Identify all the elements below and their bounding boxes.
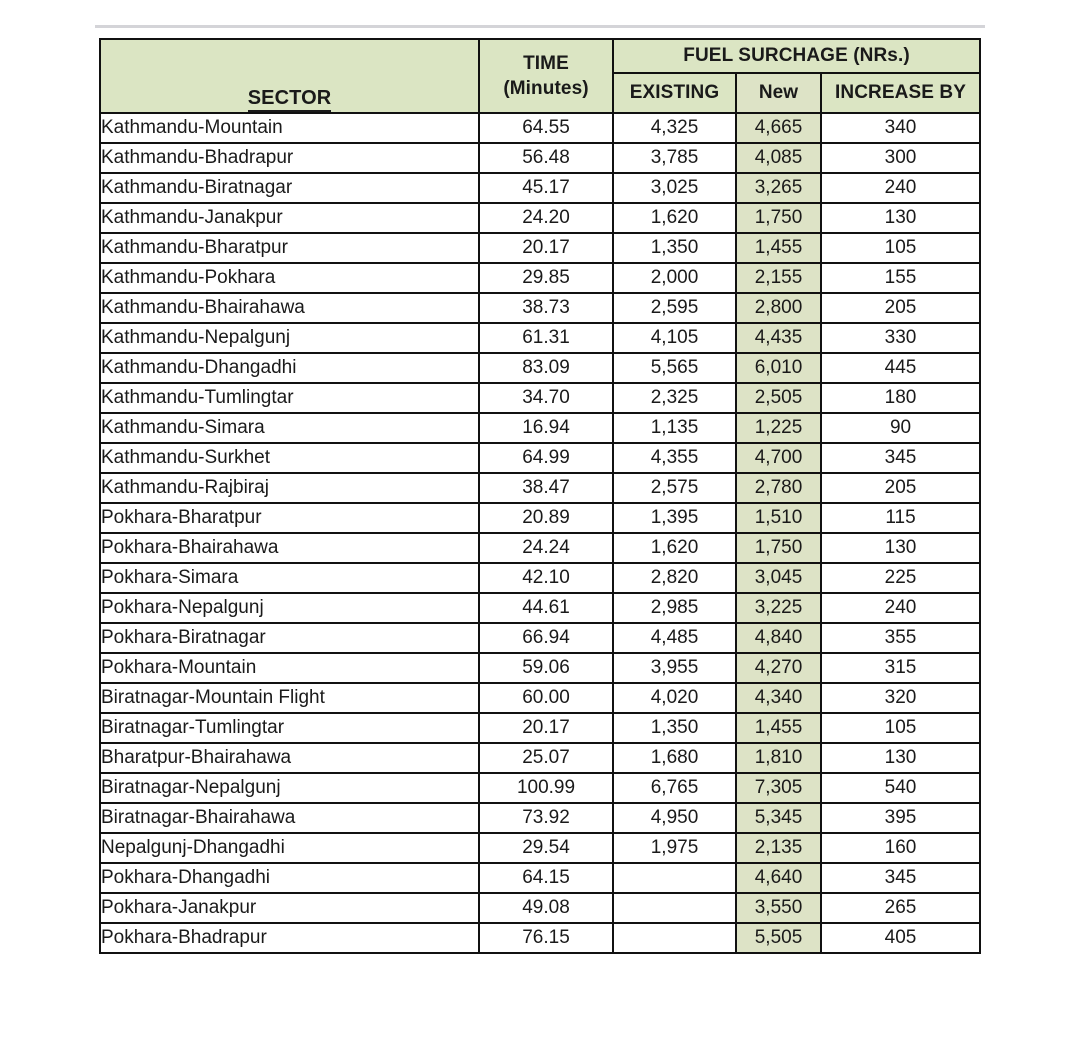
cell-existing [613, 893, 736, 923]
cell-new: 2,135 [736, 833, 821, 863]
cell-new: 4,665 [736, 113, 821, 143]
cell-time: 29.54 [479, 833, 613, 863]
column-header-sector [100, 39, 479, 113]
column-header-time [479, 39, 613, 113]
cell-existing: 2,325 [613, 383, 736, 413]
table-row [100, 353, 980, 383]
cell-increase-by: 160 [821, 833, 980, 863]
cell-increase-by: 240 [821, 593, 980, 623]
cell-new: 1,455 [736, 233, 821, 263]
cell-increase-by: 330 [821, 323, 980, 353]
cell-time: 24.20 [479, 203, 613, 233]
table-row [100, 923, 980, 953]
cell-increase-by: 340 [821, 113, 980, 143]
cell-existing: 3,025 [613, 173, 736, 203]
table-row [100, 623, 980, 653]
cell-existing: 4,105 [613, 323, 736, 353]
cell-new: 1,810 [736, 743, 821, 773]
cell-new: 1,510 [736, 503, 821, 533]
cell-time: 59.06 [479, 653, 613, 683]
cell-time: 20.17 [479, 233, 613, 263]
cell-sector: Kathmandu-Bhairahawa [100, 293, 479, 323]
cell-new: 2,155 [736, 263, 821, 293]
column-header-sector-label: SECTOR [248, 88, 332, 112]
column-header-time-line1: TIME [523, 52, 569, 74]
cell-new: 2,505 [736, 383, 821, 413]
cell-existing [613, 923, 736, 953]
cell-increase-by: 115 [821, 503, 980, 533]
cell-existing: 3,955 [613, 653, 736, 683]
cell-existing: 5,565 [613, 353, 736, 383]
cell-sector: Kathmandu-Tumlingtar [100, 383, 479, 413]
table-row [100, 113, 980, 143]
cell-sector: Kathmandu-Simara [100, 413, 479, 443]
cell-increase-by: 130 [821, 533, 980, 563]
cell-time: 49.08 [479, 893, 613, 923]
cell-increase-by: 445 [821, 353, 980, 383]
cell-new: 7,305 [736, 773, 821, 803]
table-body [100, 113, 980, 953]
cell-existing: 2,820 [613, 563, 736, 593]
table-row [100, 713, 980, 743]
cell-sector: Kathmandu-Mountain [100, 113, 479, 143]
cell-new: 4,700 [736, 443, 821, 473]
cell-new: 4,435 [736, 323, 821, 353]
table-row [100, 443, 980, 473]
cell-new: 2,780 [736, 473, 821, 503]
top-divider-rule [95, 25, 985, 28]
column-header-increase-by: INCREASE BY [821, 73, 980, 113]
table-row [100, 563, 980, 593]
cell-new: 1,455 [736, 713, 821, 743]
cell-existing: 1,680 [613, 743, 736, 773]
cell-sector: Pokhara-Mountain [100, 653, 479, 683]
cell-new: 4,640 [736, 863, 821, 893]
cell-sector: Kathmandu-Bharatpur [100, 233, 479, 263]
cell-time: 34.70 [479, 383, 613, 413]
cell-existing: 2,985 [613, 593, 736, 623]
cell-existing: 1,350 [613, 233, 736, 263]
table-row [100, 203, 980, 233]
cell-sector: Kathmandu-Surkhet [100, 443, 479, 473]
table-row [100, 413, 980, 443]
cell-increase-by: 130 [821, 203, 980, 233]
cell-existing: 1,620 [613, 203, 736, 233]
table-row [100, 473, 980, 503]
table-row [100, 143, 980, 173]
cell-increase-by: 180 [821, 383, 980, 413]
cell-new: 3,045 [736, 563, 821, 593]
cell-sector: Bharatpur-Bhairahawa [100, 743, 479, 773]
cell-sector: Kathmandu-Biratnagar [100, 173, 479, 203]
cell-increase-by: 130 [821, 743, 980, 773]
cell-existing: 2,595 [613, 293, 736, 323]
cell-increase-by: 265 [821, 893, 980, 923]
cell-new: 1,750 [736, 203, 821, 233]
cell-increase-by: 155 [821, 263, 980, 293]
cell-time: 73.92 [479, 803, 613, 833]
table-header [100, 39, 980, 113]
cell-sector: Pokhara-Dhangadhi [100, 863, 479, 893]
table-row [100, 263, 980, 293]
table-row [100, 893, 980, 923]
table-row [100, 683, 980, 713]
column-header-new: New [736, 73, 821, 113]
table-row [100, 323, 980, 353]
cell-increase-by: 540 [821, 773, 980, 803]
cell-sector: Pokhara-Janakpur [100, 893, 479, 923]
cell-sector: Pokhara-Bharatpur [100, 503, 479, 533]
cell-existing: 2,000 [613, 263, 736, 293]
cell-new: 2,800 [736, 293, 821, 323]
table-row [100, 833, 980, 863]
cell-new: 4,270 [736, 653, 821, 683]
table-row [100, 773, 980, 803]
cell-increase-by: 105 [821, 713, 980, 743]
cell-sector: Biratnagar-Mountain Flight [100, 683, 479, 713]
cell-increase-by: 90 [821, 413, 980, 443]
cell-new: 5,345 [736, 803, 821, 833]
cell-time: 24.24 [479, 533, 613, 563]
cell-sector: Pokhara-Biratnagar [100, 623, 479, 653]
table-row [100, 173, 980, 203]
table-row [100, 233, 980, 263]
cell-sector: Kathmandu-Bhadrapur [100, 143, 479, 173]
cell-sector: Pokhara-Bhadrapur [100, 923, 479, 953]
cell-sector: Pokhara-Bhairahawa [100, 533, 479, 563]
cell-new: 1,225 [736, 413, 821, 443]
cell-increase-by: 205 [821, 473, 980, 503]
cell-increase-by: 355 [821, 623, 980, 653]
cell-sector: Pokhara-Nepalgunj [100, 593, 479, 623]
cell-new: 3,265 [736, 173, 821, 203]
cell-time: 83.09 [479, 353, 613, 383]
cell-existing: 3,785 [613, 143, 736, 173]
cell-time: 56.48 [479, 143, 613, 173]
cell-existing: 1,975 [613, 833, 736, 863]
cell-time: 20.89 [479, 503, 613, 533]
cell-sector: Kathmandu-Dhangadhi [100, 353, 479, 383]
cell-time: 76.15 [479, 923, 613, 953]
cell-increase-by: 345 [821, 863, 980, 893]
cell-new: 1,750 [736, 533, 821, 563]
cell-increase-by: 300 [821, 143, 980, 173]
cell-time: 16.94 [479, 413, 613, 443]
cell-sector: Pokhara-Simara [100, 563, 479, 593]
cell-time: 25.07 [479, 743, 613, 773]
cell-time: 20.17 [479, 713, 613, 743]
cell-increase-by: 205 [821, 293, 980, 323]
cell-existing: 4,950 [613, 803, 736, 833]
cell-time: 45.17 [479, 173, 613, 203]
header-row-top [100, 39, 980, 73]
cell-increase-by: 395 [821, 803, 980, 833]
cell-time: 64.55 [479, 113, 613, 143]
table-row [100, 533, 980, 563]
cell-time: 38.73 [479, 293, 613, 323]
table-row [100, 293, 980, 323]
table-row [100, 593, 980, 623]
column-header-time-line2: (Minutes) [503, 77, 589, 99]
cell-existing: 1,395 [613, 503, 736, 533]
cell-existing: 2,575 [613, 473, 736, 503]
cell-sector: Biratnagar-Tumlingtar [100, 713, 479, 743]
cell-increase-by: 105 [821, 233, 980, 263]
cell-time: 100.99 [479, 773, 613, 803]
cell-sector: Biratnagar-Bhairahawa [100, 803, 479, 833]
cell-time: 61.31 [479, 323, 613, 353]
cell-sector: Kathmandu-Janakpur [100, 203, 479, 233]
table-row [100, 803, 980, 833]
cell-existing: 1,620 [613, 533, 736, 563]
cell-increase-by: 320 [821, 683, 980, 713]
cell-increase-by: 405 [821, 923, 980, 953]
fuel-surcharge-table [99, 38, 981, 954]
cell-existing: 1,135 [613, 413, 736, 443]
cell-new: 3,225 [736, 593, 821, 623]
table-row [100, 503, 980, 533]
cell-existing: 4,020 [613, 683, 736, 713]
cell-new: 4,840 [736, 623, 821, 653]
cell-existing [613, 863, 736, 893]
table-row [100, 863, 980, 893]
column-header-fuel-surcharge-group: FUEL SURCHAGE (NRs.) [613, 39, 980, 73]
cell-new: 4,340 [736, 683, 821, 713]
cell-new: 4,085 [736, 143, 821, 173]
cell-existing: 1,350 [613, 713, 736, 743]
cell-new: 5,505 [736, 923, 821, 953]
cell-time: 44.61 [479, 593, 613, 623]
cell-sector: Kathmandu-Rajbiraj [100, 473, 479, 503]
cell-sector: Nepalgunj-Dhangadhi [100, 833, 479, 863]
table-row [100, 383, 980, 413]
cell-time: 42.10 [479, 563, 613, 593]
cell-time: 38.47 [479, 473, 613, 503]
cell-sector: Biratnagar-Nepalgunj [100, 773, 479, 803]
cell-existing: 4,355 [613, 443, 736, 473]
cell-time: 66.94 [479, 623, 613, 653]
cell-existing: 6,765 [613, 773, 736, 803]
cell-increase-by: 225 [821, 563, 980, 593]
cell-new: 3,550 [736, 893, 821, 923]
cell-sector: Kathmandu-Pokhara [100, 263, 479, 293]
cell-existing: 4,325 [613, 113, 736, 143]
cell-existing: 4,485 [613, 623, 736, 653]
table-row [100, 653, 980, 683]
fuel-surcharge-table-viewport [99, 38, 981, 960]
column-header-existing: EXISTING [613, 73, 736, 113]
table-row [100, 743, 980, 773]
cell-increase-by: 315 [821, 653, 980, 683]
cell-increase-by: 240 [821, 173, 980, 203]
cell-time: 60.00 [479, 683, 613, 713]
cell-sector: Kathmandu-Nepalgunj [100, 323, 479, 353]
cell-time: 64.15 [479, 863, 613, 893]
cell-new: 6,010 [736, 353, 821, 383]
cell-increase-by: 345 [821, 443, 980, 473]
cell-time: 29.85 [479, 263, 613, 293]
cell-time: 64.99 [479, 443, 613, 473]
